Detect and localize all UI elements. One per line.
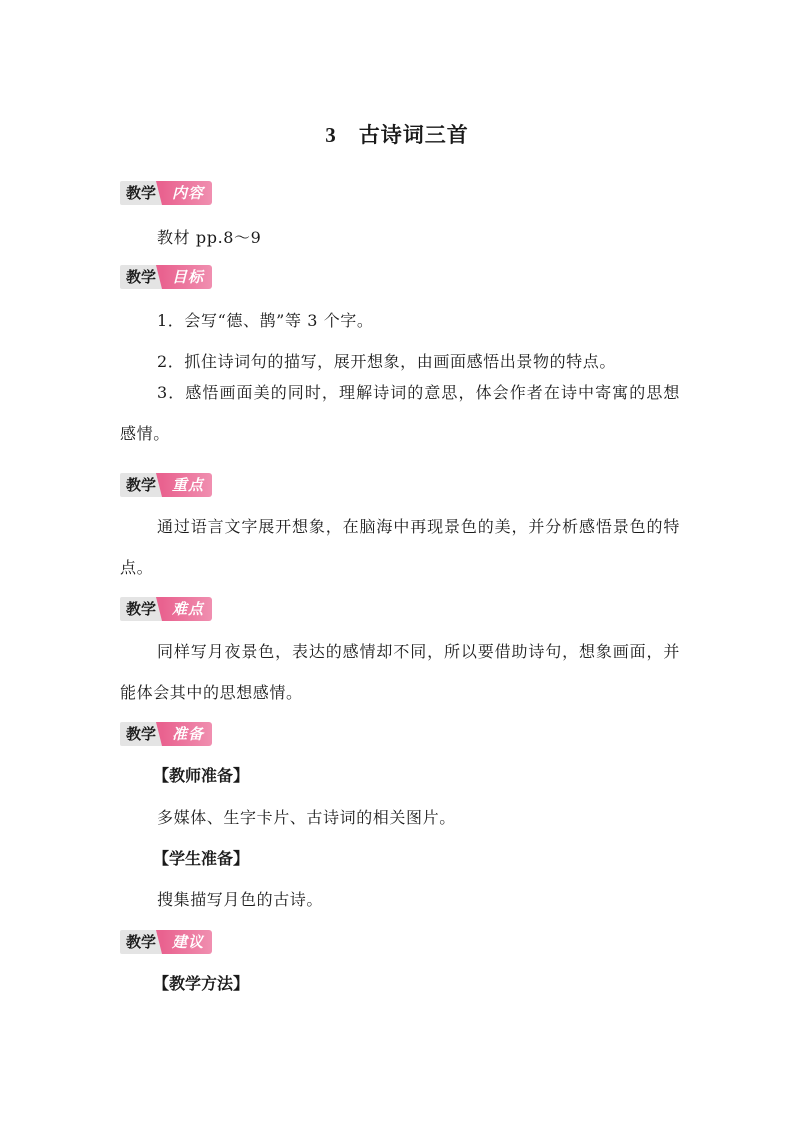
section-badge-suggestions — [120, 930, 212, 954]
title-number: 3 — [325, 123, 337, 147]
badge-label-left: 教学 — [120, 265, 162, 289]
key-points-text: 通过语言文字展开想象，在脑海中再现景色的美，并分析感悟景色的特点。 — [120, 517, 680, 577]
badge-label-left: 教学 — [120, 597, 162, 621]
badge-label-left: 教学 — [120, 181, 162, 205]
section-badge-goals — [120, 265, 212, 289]
section-badge-key-points — [120, 473, 212, 497]
section-badge-preparation — [120, 722, 212, 746]
badge-label-left: 教学 — [120, 930, 162, 954]
badge-label-left: 教学 — [120, 722, 162, 746]
student-prep-text: 搜集描写月色的古诗。 — [157, 890, 324, 909]
teaching-method-heading: 【教学方法】 — [153, 974, 250, 993]
difficulties-text: 同样写月夜景色，表达的感情却不同，所以要借助诗句，想象画面，并能体会其中的思想感情。 — [120, 642, 680, 702]
teacher-prep-heading: 【教师准备】 — [153, 766, 250, 785]
badge-label-left: 教学 — [120, 473, 162, 497]
goal-item-3: 3．感悟画面美的同时，理解诗词的意思，体会作者在诗中寄寓的思想感情。 — [120, 383, 680, 443]
badge-label-right: 内容 — [162, 181, 212, 205]
badge-label-right: 建议 — [162, 930, 212, 954]
student-prep-heading: 【学生准备】 — [153, 849, 250, 868]
badge-label-right: 目标 — [162, 265, 212, 289]
goal-item-1: 1．会写“德、鹊”等 3 个字。 — [157, 311, 374, 330]
goal-item-2: 2．抓住诗词句的描写，展开想象，由画面感悟出景物的特点。 — [157, 352, 616, 371]
section-badge-content — [120, 181, 212, 205]
badge-label-right: 准备 — [162, 722, 212, 746]
teacher-prep-text: 多媒体、生字卡片、古诗词的相关图片。 — [157, 808, 456, 827]
page-title — [0, 120, 794, 150]
badge-label-right: 重点 — [162, 473, 212, 497]
badge-label-right: 难点 — [162, 597, 212, 621]
content-text: 教材 pp.8～9 — [157, 228, 262, 247]
section-badge-difficulties — [120, 597, 212, 621]
title-text: 古诗词三首 — [358, 123, 469, 147]
